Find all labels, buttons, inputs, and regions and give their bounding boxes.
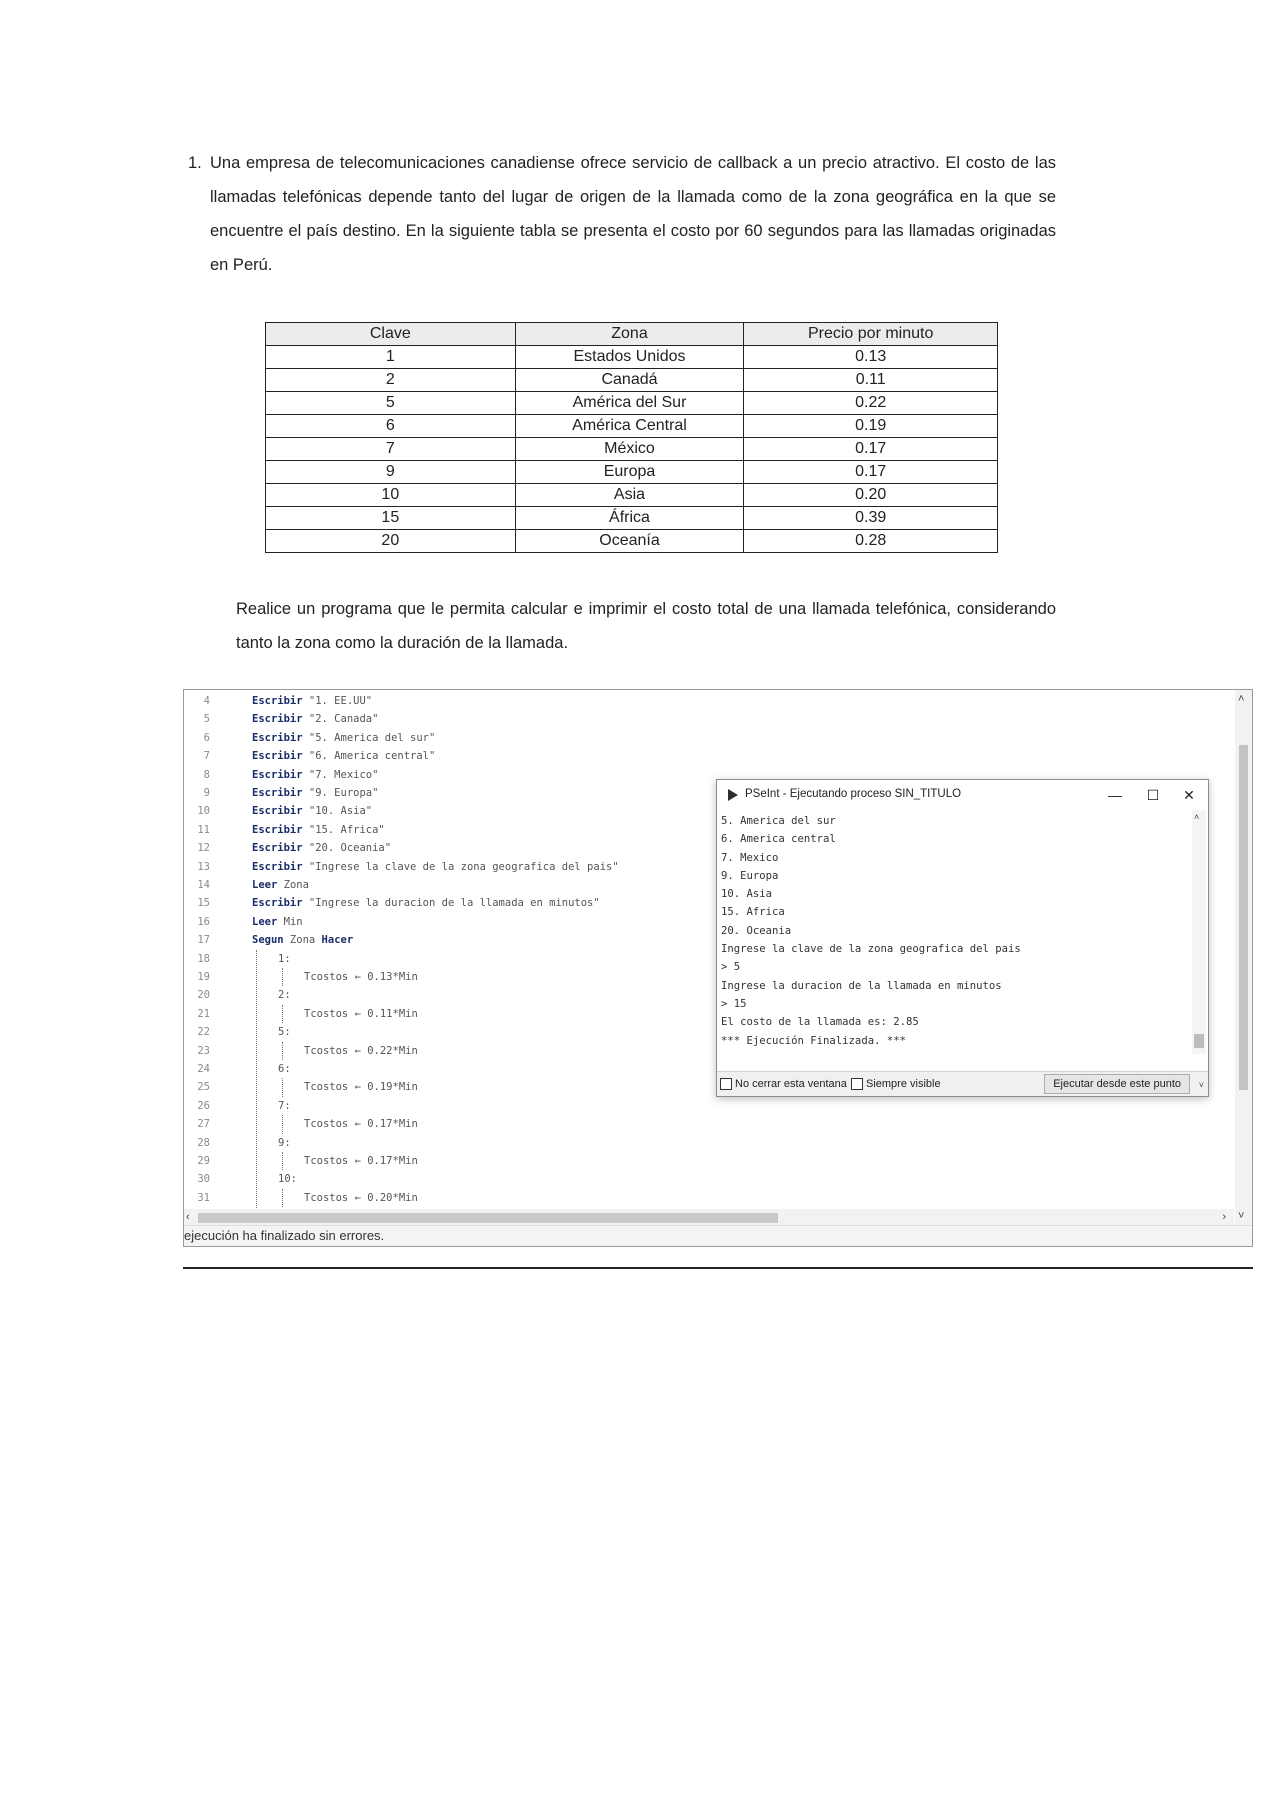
console-footer <box>717 1071 1208 1096</box>
code-text <box>252 747 435 765</box>
line-number: 11 <box>197 823 210 836</box>
code-keyword: Escribir <box>252 805 303 818</box>
always-visible-checkbox[interactable]: Siempre visible <box>851 1078 941 1090</box>
maximize-icon[interactable]: ☐ <box>1146 787 1160 803</box>
console-line: 15. Africa <box>721 906 785 919</box>
code-keyword: Escribir <box>252 713 303 726</box>
line-number: 5 <box>203 713 210 726</box>
editor-vertical-scrollbar[interactable] <box>1235 690 1252 1225</box>
code-keyword: Escribir <box>252 823 303 836</box>
line-number: 20 <box>197 989 210 1002</box>
code-keyword: Escribir <box>252 768 303 781</box>
cell-precio: 0.39 <box>744 507 998 530</box>
line-number: 30 <box>197 1173 210 1186</box>
code-text <box>278 950 291 968</box>
line-number: 31 <box>197 1191 210 1204</box>
line-number: 24 <box>197 1063 210 1075</box>
cell-precio: 0.17 <box>744 438 998 461</box>
console-line: 6. America central <box>721 833 836 846</box>
code-rest: "6. America central" <box>302 750 436 763</box>
table-row <box>266 346 998 369</box>
code-rest: Tcostos ← 0.11*Min <box>304 1007 418 1020</box>
cell-clave: 2 <box>266 369 516 392</box>
code-rest: "5. America del sur" <box>302 731 436 744</box>
run-from-here-button[interactable]: Ejecutar desde este punto <box>1044 1074 1190 1094</box>
editor-horizontal-scrollbar[interactable] <box>184 1209 1234 1226</box>
code-keyword: Escribir <box>252 787 303 799</box>
status-bar: ejecución ha finalizado sin errores. <box>184 1225 1252 1246</box>
code-text <box>252 913 303 931</box>
code-text <box>304 1005 418 1023</box>
line-number: 16 <box>197 915 210 928</box>
code-text <box>304 1189 418 1207</box>
code-text <box>278 986 291 1004</box>
code-keyword: Escribir <box>252 695 303 707</box>
cell-clave: 9 <box>266 461 516 484</box>
line-number: 4 <box>203 695 210 707</box>
code-text <box>252 710 378 728</box>
code-rest: "9. Europa" <box>302 787 379 799</box>
code-text <box>252 858 619 876</box>
price-table <box>265 322 998 553</box>
console-output <box>721 812 1186 1050</box>
code-rest: Tcostos ← 0.17*Min <box>304 1118 418 1131</box>
cell-zona: Oceanía <box>515 530 744 553</box>
scroll-down-icon[interactable]: ˅ <box>1238 1210 1245 1222</box>
divider <box>183 1267 1253 1269</box>
line-number: 6 <box>203 731 210 744</box>
code-keyword: Segun <box>252 934 284 947</box>
code-text <box>252 894 600 912</box>
indent-guide <box>282 1115 283 1133</box>
line-number: 18 <box>197 952 210 965</box>
line-number: 15 <box>197 897 210 910</box>
table-row <box>266 392 998 415</box>
code-text <box>278 1170 297 1188</box>
line-number: 10 <box>197 805 210 818</box>
cell-precio: 0.28 <box>744 530 998 553</box>
cell-zona: América del Sur <box>515 392 744 415</box>
code-rest: 1: <box>278 952 291 965</box>
code-text <box>252 876 309 894</box>
code-text <box>304 968 418 986</box>
code-rest: 9: <box>278 1136 291 1149</box>
cell-zona: Asia <box>515 484 744 507</box>
console-line: El costo de la llamada es: 2.85 <box>721 1016 919 1029</box>
question-block <box>188 146 1056 282</box>
cell-clave: 7 <box>266 438 516 461</box>
table-row <box>266 461 998 484</box>
code-text <box>252 931 353 949</box>
line-number: 21 <box>197 1007 210 1020</box>
code-rest: Tcostos ← 0.20*Min <box>304 1191 418 1204</box>
code-rest: "7. Mexico" <box>302 768 379 781</box>
cell-zona: África <box>515 507 744 530</box>
code-keyword: Escribir <box>252 731 303 744</box>
code-rest: Zona <box>283 934 322 947</box>
code-rest: Zona <box>277 879 309 891</box>
console-line: 9. Europa <box>721 869 779 882</box>
code-rest: "15. Africa" <box>302 823 385 836</box>
table-row <box>266 507 998 530</box>
code-rest: Tcostos ← 0.13*Min <box>304 971 418 983</box>
code-rest: 6: <box>278 1063 291 1075</box>
code-rest: 2: <box>278 989 291 1002</box>
console-line: 5. America del sur <box>721 815 836 827</box>
console-line: Ingrese la clave de la zona geografica del pais <box>721 943 1021 956</box>
line-number: 25 <box>197 1081 210 1094</box>
header-zona: Zona <box>515 323 744 346</box>
cell-clave: 5 <box>266 392 516 415</box>
console-scroll-thumb[interactable] <box>1194 1034 1204 1048</box>
console-title: PSeInt - Ejecutando proceso SIN_TITULO <box>745 788 962 800</box>
line-number: 26 <box>197 1099 210 1112</box>
close-icon[interactable]: ✕ <box>1183 787 1195 803</box>
cell-zona: México <box>515 438 744 461</box>
indent-guide <box>282 1152 283 1170</box>
code-rest: Tcostos ← 0.22*Min <box>304 1044 418 1057</box>
table-row <box>266 484 998 507</box>
code-text <box>278 1060 291 1078</box>
task-text: Realice un programa que le permita calcular e imprimir el costo total de una llamada telefónica, considerando tanto la zona como la duración de la llamada. <box>236 600 1056 652</box>
table-row <box>266 530 998 553</box>
code-text <box>278 1097 291 1115</box>
line-number: 27 <box>197 1118 210 1131</box>
code-keyword: Escribir <box>252 897 303 910</box>
code-text <box>304 1152 418 1170</box>
line-number: 9 <box>203 787 210 799</box>
table-row <box>266 369 998 392</box>
hscroll-thumb[interactable] <box>198 1213 778 1223</box>
checkbox-icon[interactable] <box>851 1078 863 1090</box>
scroll-up-icon[interactable]: ˄ <box>1238 693 1245 705</box>
line-number: 13 <box>197 860 210 873</box>
code-keyword: Escribir <box>252 860 303 873</box>
scroll-left-icon[interactable]: ‹ <box>186 1211 190 1223</box>
line-number: 28 <box>197 1136 210 1149</box>
pseint-console-window <box>716 779 1209 1097</box>
console-line: > 5 <box>721 961 741 974</box>
chevron-down-icon[interactable]: ˅ <box>1198 1080 1204 1090</box>
cell-precio: 0.20 <box>744 484 998 507</box>
console-line: > 15 <box>721 997 747 1010</box>
indent-guide <box>282 968 283 986</box>
line-number: 12 <box>197 842 210 855</box>
line-number: 22 <box>197 1026 210 1039</box>
scroll-thumb[interactable] <box>1239 745 1248 1090</box>
line-number: 7 <box>203 750 210 763</box>
console-line: Ingrese la duracion de la llamada en minutos <box>721 979 1002 992</box>
console-line: *** Ejecución Finalizada. *** <box>721 1034 906 1047</box>
question-number: 1. <box>188 154 202 172</box>
no-close-checkbox[interactable]: No cerrar esta ventana <box>720 1078 847 1090</box>
code-rest: 7: <box>278 1099 291 1112</box>
pseint-play-icon <box>728 789 738 801</box>
code-rest: "2. Canada" <box>302 713 379 726</box>
indent-guide <box>256 950 257 1226</box>
minimize-icon[interactable]: — <box>1108 787 1122 803</box>
code-text <box>304 1078 418 1096</box>
cell-clave: 15 <box>266 507 516 530</box>
code-keyword: Leer <box>252 879 278 891</box>
cell-zona: América Central <box>515 415 744 438</box>
code-text <box>252 821 385 839</box>
code-keyword: Escribir <box>252 842 303 855</box>
line-number: 17 <box>197 934 210 947</box>
scroll-right-icon[interactable]: › <box>1222 1211 1226 1223</box>
line-number: 23 <box>197 1044 210 1057</box>
code-keyword: Leer <box>252 915 278 928</box>
code-keyword: Escribir <box>252 750 303 763</box>
indent-guide <box>282 1189 283 1207</box>
console-titlebar[interactable] <box>717 780 1208 810</box>
code-text <box>252 802 372 820</box>
cell-precio: 0.22 <box>744 392 998 415</box>
code-text <box>252 839 391 857</box>
code-text <box>252 766 378 784</box>
cell-clave: 20 <box>266 530 516 553</box>
cell-precio: 0.13 <box>744 346 998 369</box>
code-text <box>278 1023 291 1041</box>
code-rest: 10: <box>278 1173 297 1186</box>
header-clave: Clave <box>266 323 516 346</box>
table-row <box>266 415 998 438</box>
checkbox-icon[interactable] <box>720 1078 732 1090</box>
table-row <box>266 438 998 461</box>
cell-precio: 0.19 <box>744 415 998 438</box>
cell-precio: 0.11 <box>744 369 998 392</box>
line-number: 29 <box>197 1155 210 1167</box>
console-line: 20. Oceania <box>721 924 792 937</box>
header-precio: Precio por minuto <box>744 323 998 346</box>
code-text <box>252 692 372 710</box>
code-rest: "Ingrese la duracion de la llamada en minutos" <box>302 897 600 910</box>
table-header-row <box>266 323 998 346</box>
cell-zona: Canadá <box>515 369 744 392</box>
line-number: 8 <box>203 768 210 781</box>
console-scrollbar[interactable] <box>1192 810 1206 1054</box>
cell-zona: Europa <box>515 461 744 484</box>
code-text <box>304 1115 418 1133</box>
code-text <box>252 784 378 802</box>
line-number: 14 <box>197 879 210 891</box>
indent-guide <box>282 1078 283 1096</box>
console-line: 10. Asia <box>721 888 773 901</box>
cell-clave: 1 <box>266 346 516 369</box>
cell-clave: 6 <box>266 415 516 438</box>
code-rest: 5: <box>278 1026 291 1039</box>
console-scroll-up-icon[interactable]: ˄ <box>1194 812 1200 822</box>
code-rest: "Ingrese la clave de la zona geografica del pais" <box>302 860 619 873</box>
console-line: 7. Mexico <box>721 851 779 864</box>
code-rest: "10. Asia" <box>302 805 373 818</box>
code-text <box>252 729 435 747</box>
code-rest: "20. Oceania" <box>302 842 392 855</box>
line-number: 19 <box>197 971 210 983</box>
code-rest: "1. EE.UU" <box>302 695 373 707</box>
indent-guide <box>282 1042 283 1060</box>
cell-clave: 10 <box>266 484 516 507</box>
indent-guide <box>282 1005 283 1023</box>
code-rest: Tcostos ← 0.17*Min <box>304 1155 418 1167</box>
cell-zona: Estados Unidos <box>515 346 744 369</box>
question-text: Una empresa de telecomunicaciones canadiense ofrece servicio de callback a un precio atractivo. El costo de las llamadas telefónicas depende tanto del lugar de origen de la llamada como de la zona geográfica en la que se encuentre el país destino. En la siguiente tabla se presenta el costo por 60 segundos para las llamadas originadas en Perú. <box>210 154 1056 274</box>
code-text <box>304 1042 418 1060</box>
code-keyword: Hacer <box>321 934 354 947</box>
code-rest: Min <box>277 915 303 928</box>
cell-precio: 0.17 <box>744 461 998 484</box>
code-text <box>278 1134 291 1152</box>
code-rest: Tcostos ← 0.19*Min <box>304 1081 418 1094</box>
